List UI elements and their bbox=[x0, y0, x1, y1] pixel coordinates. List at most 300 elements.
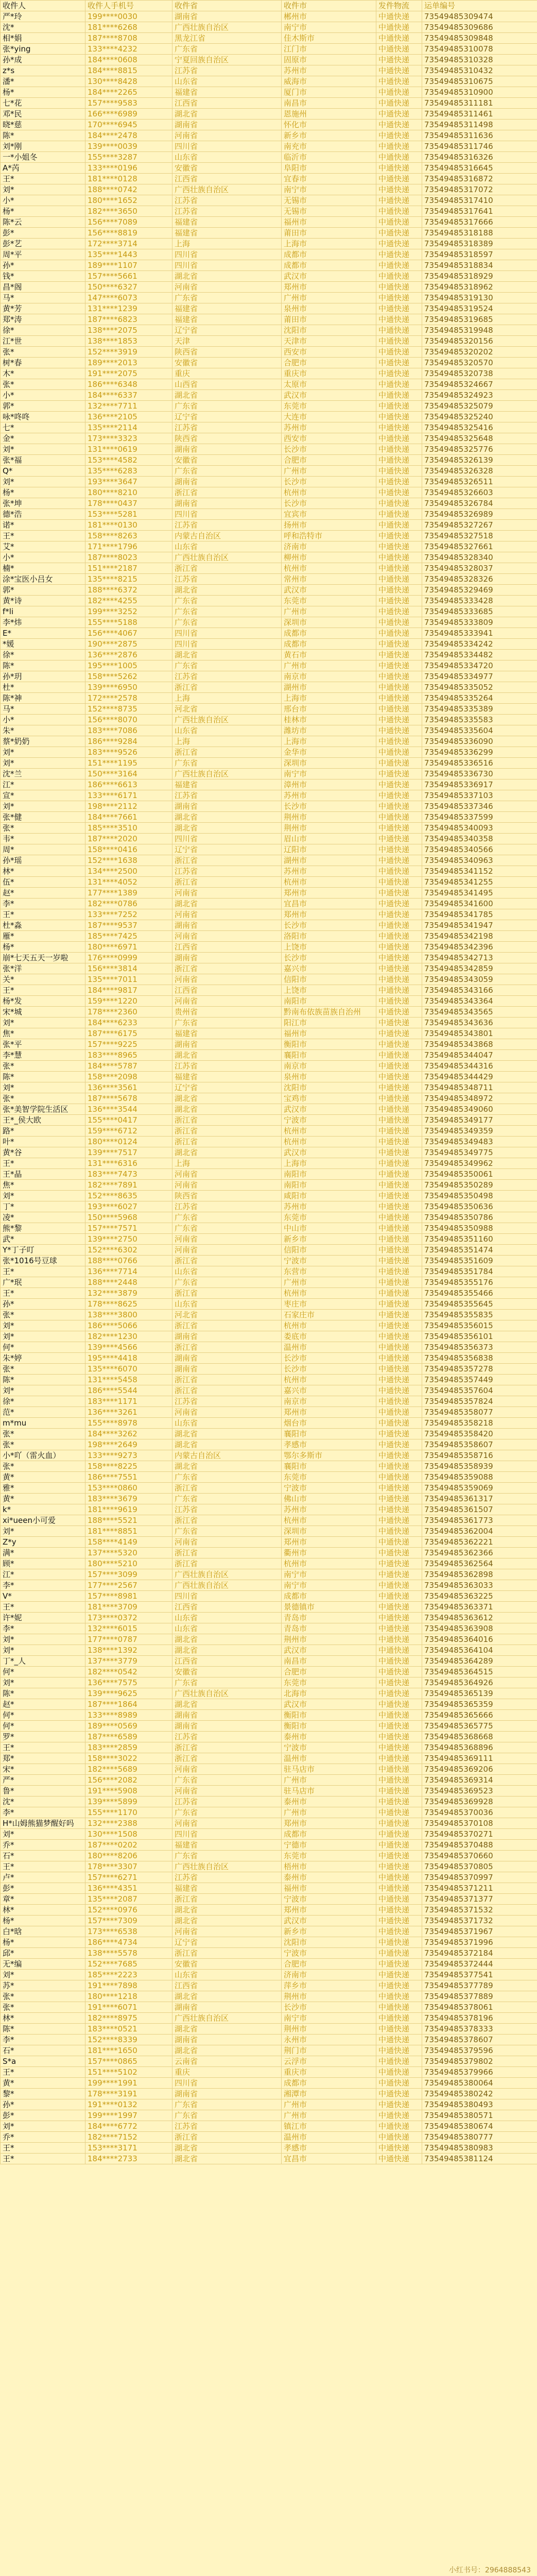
tracking-cell: 73549485326989 bbox=[422, 509, 537, 520]
city-cell: 苏州市 bbox=[282, 1504, 376, 1515]
carrier-cell: 中通快递 bbox=[376, 2013, 422, 2024]
carrier-cell: 中通快递 bbox=[376, 1710, 422, 1721]
tracking-cell: 73549485349359 bbox=[422, 1126, 537, 1137]
tracking-cell: 73549485348711 bbox=[422, 1082, 537, 1093]
carrier-cell: 中通快递 bbox=[376, 1818, 422, 1829]
table-row bbox=[1, 2078, 537, 2089]
recipient-cell: 杨* bbox=[1, 487, 85, 498]
table-row bbox=[1, 1732, 537, 1742]
carrier-cell: 中通快递 bbox=[376, 1634, 422, 1645]
city-cell: 宜春市 bbox=[282, 174, 376, 184]
table-row bbox=[1, 1699, 537, 1710]
city-cell: 无锡市 bbox=[282, 195, 376, 206]
tracking-cell: 73549485369206 bbox=[422, 1764, 537, 1775]
phone-cell: 180****0124 bbox=[85, 1137, 172, 1147]
city-cell: 苏州市 bbox=[282, 866, 376, 877]
table-row bbox=[1, 877, 537, 888]
city-cell: 苏州市 bbox=[282, 790, 376, 801]
city-cell: 深圳市 bbox=[282, 617, 376, 628]
city-cell: 郴州市 bbox=[282, 11, 376, 22]
recipient-cell: 刘* bbox=[1, 444, 85, 455]
table-row bbox=[1, 195, 537, 206]
carrier-cell: 中通快递 bbox=[376, 1288, 422, 1299]
carrier-cell: 中通快递 bbox=[376, 1320, 422, 1331]
province-cell: 上海 bbox=[172, 693, 282, 704]
province-cell: 安徽省 bbox=[172, 1667, 282, 1677]
table-row bbox=[1, 282, 537, 293]
tracking-cell: 73549485317072 bbox=[422, 184, 537, 195]
city-cell: 上海市 bbox=[282, 1158, 376, 1169]
tracking-cell: 73549485319524 bbox=[422, 303, 537, 314]
carrier-cell: 中通快递 bbox=[376, 1169, 422, 1180]
recipient-cell: 乔* bbox=[1, 2132, 85, 2143]
recipient-cell: 宋* bbox=[1, 1764, 85, 1775]
table-row bbox=[1, 1364, 537, 1375]
table-row bbox=[1, 1558, 537, 1569]
tracking-cell: 73549485327518 bbox=[422, 531, 537, 541]
province-cell: 四川省 bbox=[172, 141, 282, 152]
city-cell: 宁德市 bbox=[282, 1840, 376, 1851]
recipient-cell: 伍* bbox=[1, 877, 85, 888]
carrier-cell: 中通快递 bbox=[376, 314, 422, 325]
city-cell: 梧州市 bbox=[282, 1861, 376, 1872]
phone-cell: 136****3561 bbox=[85, 1082, 172, 1093]
province-cell: 贵州省 bbox=[172, 1007, 282, 1018]
carrier-cell: 中通快递 bbox=[376, 1245, 422, 1256]
phone-cell: 188****2448 bbox=[85, 1277, 172, 1288]
carrier-cell: 中通快递 bbox=[376, 1948, 422, 1959]
tracking-cell: 73549485356101 bbox=[422, 1331, 537, 1342]
city-cell: 宁波市 bbox=[282, 1742, 376, 1753]
tracking-cell: 73549485370036 bbox=[422, 1807, 537, 1818]
phone-cell: 185****2223 bbox=[85, 1970, 172, 1980]
city-cell: 成都市 bbox=[282, 639, 376, 650]
carrier-cell: 中通快递 bbox=[376, 1180, 422, 1191]
phone-cell: 191****2075 bbox=[85, 368, 172, 379]
recipient-cell: 丁*_人 bbox=[1, 1656, 85, 1667]
tracking-cell: 73549485343364 bbox=[422, 996, 537, 1007]
tracking-cell: 73549485310432 bbox=[422, 65, 537, 76]
phone-cell: 131****6316 bbox=[85, 1158, 172, 1169]
tracking-cell: 73549485319948 bbox=[422, 325, 537, 336]
province-cell: 山东省 bbox=[172, 76, 282, 87]
province-cell: 河北省 bbox=[172, 704, 282, 715]
province-cell: 四川省 bbox=[172, 1591, 282, 1602]
province-cell: 浙江省 bbox=[172, 1288, 282, 1299]
city-cell: 孝感市 bbox=[282, 2143, 376, 2154]
table-row bbox=[1, 801, 537, 812]
tracking-cell: 73549485340358 bbox=[422, 834, 537, 844]
phone-cell: 155****8978 bbox=[85, 1418, 172, 1429]
table-row bbox=[1, 1483, 537, 1494]
recipient-cell: 张* bbox=[1, 379, 85, 390]
phone-cell: 138****1853 bbox=[85, 336, 172, 347]
phone-cell: 188****0766 bbox=[85, 1256, 172, 1266]
recipient-cell: 武* bbox=[1, 1234, 85, 1245]
tracking-cell: 73549485336090 bbox=[422, 736, 537, 747]
recipient-cell: 林* bbox=[1, 866, 85, 877]
table-row bbox=[1, 1429, 537, 1439]
recipient-cell: 罗* bbox=[1, 1732, 85, 1742]
carrier-cell: 中通快递 bbox=[376, 498, 422, 509]
carrier-cell: 中通快递 bbox=[376, 953, 422, 963]
phone-cell: 188****5521 bbox=[85, 1515, 172, 1526]
province-cell: 浙江省 bbox=[172, 1256, 282, 1266]
province-cell: 湖南省 bbox=[172, 1721, 282, 1732]
table-row bbox=[1, 682, 537, 693]
carrier-cell: 中通快递 bbox=[376, 87, 422, 98]
recipient-cell: 刘* bbox=[1, 1970, 85, 1980]
phone-cell: 157****7309 bbox=[85, 1916, 172, 1926]
tracking-cell: 73549485378061 bbox=[422, 2002, 537, 2013]
city-cell: 东营市 bbox=[282, 1266, 376, 1277]
recipient-cell: 昌*阁 bbox=[1, 282, 85, 293]
recipient-cell: 张* bbox=[1, 1364, 85, 1375]
phone-cell: 130****1508 bbox=[85, 1829, 172, 1840]
phone-cell: 172****2578 bbox=[85, 693, 172, 704]
phone-cell: 139****0039 bbox=[85, 141, 172, 152]
phone-cell: 158****0416 bbox=[85, 844, 172, 855]
province-cell: 福建省 bbox=[172, 217, 282, 228]
carrier-cell: 中通快递 bbox=[376, 55, 422, 65]
tracking-cell: 73549485343801 bbox=[422, 1028, 537, 1039]
city-cell: 扬州市 bbox=[282, 520, 376, 531]
province-cell: 广东省 bbox=[172, 1277, 282, 1288]
province-cell: 广东省 bbox=[172, 606, 282, 617]
table-row bbox=[1, 2045, 537, 2056]
recipient-cell: k* bbox=[1, 1504, 85, 1515]
table-row bbox=[1, 1169, 537, 1180]
city-cell: 合肥市 bbox=[282, 1667, 376, 1677]
province-cell: 湖北省 bbox=[172, 812, 282, 823]
recipient-cell: 陈*云 bbox=[1, 217, 85, 228]
city-cell: 宁波市 bbox=[282, 1948, 376, 1959]
recipient-cell: 李*炜 bbox=[1, 617, 85, 628]
recipient-cell: 黄*诗 bbox=[1, 596, 85, 606]
table-row bbox=[1, 1439, 537, 1450]
phone-cell: 152****7685 bbox=[85, 1959, 172, 1970]
carrier-cell: 中通快递 bbox=[376, 466, 422, 477]
tracking-cell: 73549485317641 bbox=[422, 206, 537, 217]
city-cell: 新乡市 bbox=[282, 130, 376, 141]
table-row bbox=[1, 1201, 537, 1212]
recipient-cell: 潘* bbox=[1, 76, 85, 87]
province-cell: 上海 bbox=[172, 239, 282, 249]
table-row bbox=[1, 1115, 537, 1126]
phone-cell: 187****6175 bbox=[85, 1028, 172, 1039]
carrier-cell: 中通快递 bbox=[376, 1277, 422, 1288]
tracking-cell: 73549485362004 bbox=[422, 1526, 537, 1537]
carrier-cell: 中通快递 bbox=[376, 909, 422, 920]
recipient-cell: 王* bbox=[1, 1742, 85, 1753]
table-row bbox=[1, 55, 537, 65]
recipient-cell: 沈* bbox=[1, 22, 85, 33]
carrier-cell: 中通快递 bbox=[376, 195, 422, 206]
phone-cell: 173****3323 bbox=[85, 433, 172, 444]
tracking-cell: 73549485361507 bbox=[422, 1504, 537, 1515]
tracking-cell: 73549485371996 bbox=[422, 1937, 537, 1948]
province-cell: 浙江省 bbox=[172, 747, 282, 758]
tracking-cell: 73549485349177 bbox=[422, 1115, 537, 1126]
carrier-cell: 中通快递 bbox=[376, 1905, 422, 1916]
city-cell: 云浮市 bbox=[282, 2056, 376, 2067]
table-row bbox=[1, 1688, 537, 1699]
recipient-cell: 彭* bbox=[1, 1883, 85, 1894]
recipient-cell: 张*坤 bbox=[1, 498, 85, 509]
carrier-cell: 中通快递 bbox=[376, 1310, 422, 1320]
province-cell: 湖南省 bbox=[172, 2089, 282, 2099]
recipient-cell: 郑*涛 bbox=[1, 314, 85, 325]
phone-cell: 156****8070 bbox=[85, 715, 172, 725]
carrier-cell: 中通快递 bbox=[376, 1883, 422, 1894]
table-row bbox=[1, 390, 537, 401]
city-cell: 杭州市 bbox=[282, 1320, 376, 1331]
city-cell: 郑州市 bbox=[282, 1818, 376, 1829]
carrier-cell: 中通快递 bbox=[376, 487, 422, 498]
city-cell: 固原市 bbox=[282, 55, 376, 65]
phone-cell: 189****2013 bbox=[85, 358, 172, 368]
tracking-cell: 73549485369111 bbox=[422, 1753, 537, 1764]
table-row bbox=[1, 1861, 537, 1872]
table-row bbox=[1, 130, 537, 141]
table-row bbox=[1, 1050, 537, 1061]
province-cell: 江西省 bbox=[172, 1602, 282, 1613]
phone-cell: 182****0786 bbox=[85, 899, 172, 909]
phone-cell: 191****0132 bbox=[85, 2099, 172, 2110]
province-cell: 浙江省 bbox=[172, 855, 282, 866]
phone-cell: 187****5678 bbox=[85, 1093, 172, 1104]
recipient-cell: 王* bbox=[1, 531, 85, 541]
province-cell: 宁夏回族自治区 bbox=[172, 55, 282, 65]
table-row bbox=[1, 1775, 537, 1786]
carrier-cell: 中通快递 bbox=[376, 1256, 422, 1266]
carrier-cell: 中通快递 bbox=[376, 509, 422, 520]
recipient-cell: 孙*瑶 bbox=[1, 855, 85, 866]
tracking-cell: 73549485325079 bbox=[422, 401, 537, 412]
carrier-cell: 中通快递 bbox=[376, 1851, 422, 1861]
tracking-cell: 73549485326511 bbox=[422, 477, 537, 487]
carrier-cell: 中通快递 bbox=[376, 1137, 422, 1147]
city-cell: 上海市 bbox=[282, 736, 376, 747]
province-cell: 福建省 bbox=[172, 228, 282, 239]
table-row bbox=[1, 1028, 537, 1039]
phone-cell: 157****9225 bbox=[85, 1039, 172, 1050]
phone-cell: 187****6823 bbox=[85, 314, 172, 325]
recipient-cell: 范* bbox=[1, 1407, 85, 1418]
province-cell: 河南省 bbox=[172, 1537, 282, 1548]
province-cell: 湖南省 bbox=[172, 920, 282, 931]
carrier-cell: 中通快递 bbox=[376, 1753, 422, 1764]
tracking-cell: 73549485379802 bbox=[422, 2056, 537, 2067]
table-row bbox=[1, 2067, 537, 2078]
province-cell: 湖北省 bbox=[172, 109, 282, 120]
province-cell: 浙江省 bbox=[172, 1126, 282, 1137]
province-cell: 江苏省 bbox=[172, 1797, 282, 1807]
carrier-cell: 中通快递 bbox=[376, 1667, 422, 1677]
carrier-cell: 中通快递 bbox=[376, 1807, 422, 1818]
tracking-cell: 73549485380571 bbox=[422, 2110, 537, 2121]
carrier-cell: 中通快递 bbox=[376, 33, 422, 44]
carrier-cell: 中通快递 bbox=[376, 152, 422, 163]
carrier-cell: 中通快递 bbox=[376, 2035, 422, 2045]
tracking-cell: 73549485359069 bbox=[422, 1483, 537, 1494]
tracking-cell: 73549485350786 bbox=[422, 1212, 537, 1223]
province-cell: 安徽省 bbox=[172, 163, 282, 174]
carrier-cell: 中通快递 bbox=[376, 1688, 422, 1699]
table-row bbox=[1, 1104, 537, 1115]
table-row bbox=[1, 1504, 537, 1515]
phone-cell: 186****6613 bbox=[85, 779, 172, 790]
carrier-cell: 中通快递 bbox=[376, 2110, 422, 2121]
province-cell: 江西省 bbox=[172, 1980, 282, 1991]
recipient-cell: 徐* bbox=[1, 325, 85, 336]
table-row bbox=[1, 1591, 537, 1602]
table-row bbox=[1, 1894, 537, 1905]
phone-cell: 152****3919 bbox=[85, 347, 172, 358]
table-row bbox=[1, 1191, 537, 1201]
table-row bbox=[1, 1472, 537, 1483]
recipient-cell: 艾* bbox=[1, 541, 85, 552]
recipient-cell: 路* bbox=[1, 1126, 85, 1137]
carrier-cell: 中通快递 bbox=[376, 1375, 422, 1385]
table-row bbox=[1, 1959, 537, 1970]
table-row bbox=[1, 314, 537, 325]
city-cell: 郑州市 bbox=[282, 888, 376, 899]
city-cell: 湘潭市 bbox=[282, 2089, 376, 2099]
province-cell: 浙江省 bbox=[172, 682, 282, 693]
province-cell: 陕西省 bbox=[172, 433, 282, 444]
table-row bbox=[1, 2089, 537, 2099]
province-cell: 陕西省 bbox=[172, 1191, 282, 1201]
carrier-cell: 中通快递 bbox=[376, 585, 422, 596]
carrier-cell: 中通快递 bbox=[376, 379, 422, 390]
province-cell: 广东省 bbox=[172, 617, 282, 628]
phone-cell: 159****6712 bbox=[85, 1126, 172, 1137]
city-cell: 邢台市 bbox=[282, 704, 376, 715]
table-row bbox=[1, 1753, 537, 1764]
province-cell: 江苏省 bbox=[172, 206, 282, 217]
table-row bbox=[1, 1569, 537, 1580]
phone-cell: 155****5188 bbox=[85, 617, 172, 628]
province-cell: 湖南省 bbox=[172, 1364, 282, 1375]
phone-cell: 138****3800 bbox=[85, 1310, 172, 1320]
phone-cell: 178****3191 bbox=[85, 2089, 172, 2099]
table-row bbox=[1, 758, 537, 769]
city-cell: 沈阳市 bbox=[282, 325, 376, 336]
tracking-cell: 73549485350498 bbox=[422, 1191, 537, 1201]
city-cell: 烟台市 bbox=[282, 1418, 376, 1429]
phone-cell: 184****9817 bbox=[85, 985, 172, 996]
recipient-cell: 德*浩 bbox=[1, 509, 85, 520]
table-row bbox=[1, 260, 537, 271]
recipient-cell: 杨* bbox=[1, 87, 85, 98]
city-cell: 东莞市 bbox=[282, 1851, 376, 1861]
tracking-cell: 73549485368896 bbox=[422, 1742, 537, 1753]
province-cell: 广东省 bbox=[172, 596, 282, 606]
city-cell: 苏州市 bbox=[282, 65, 376, 76]
tracking-cell: 73549485311461 bbox=[422, 109, 537, 120]
carrier-cell: 中通快递 bbox=[376, 271, 422, 282]
phone-cell: 136****2876 bbox=[85, 650, 172, 660]
tracking-cell: 73549485351609 bbox=[422, 1256, 537, 1266]
recipient-cell: 郑* bbox=[1, 1753, 85, 1764]
tracking-cell: 73549485320570 bbox=[422, 358, 537, 368]
table-row bbox=[1, 953, 537, 963]
tracking-cell: 73549485336917 bbox=[422, 779, 537, 790]
phone-cell: 183****0521 bbox=[85, 2024, 172, 2035]
recipient-cell: 刘* bbox=[1, 1677, 85, 1688]
province-cell: 江苏省 bbox=[172, 1872, 282, 1883]
city-cell: 荆州市 bbox=[282, 823, 376, 834]
phone-cell: 183****9526 bbox=[85, 747, 172, 758]
table-row bbox=[1, 325, 537, 336]
carrier-cell: 中通快递 bbox=[376, 1429, 422, 1439]
city-cell: 湖州市 bbox=[282, 855, 376, 866]
carrier-cell: 中通快递 bbox=[376, 1093, 422, 1104]
table-row bbox=[1, 1288, 537, 1299]
city-cell: 南充市 bbox=[282, 141, 376, 152]
carrier-cell: 中通快递 bbox=[376, 2154, 422, 2164]
tracking-cell: 73549485377541 bbox=[422, 1970, 537, 1980]
province-cell: 湖北省 bbox=[172, 1429, 282, 1439]
carrier-cell: 中通快递 bbox=[376, 704, 422, 715]
tracking-cell: 73549485344047 bbox=[422, 1050, 537, 1061]
phone-cell: 180****6971 bbox=[85, 942, 172, 953]
carrier-cell: 中通快递 bbox=[376, 2067, 422, 2078]
province-cell: 山东省 bbox=[172, 1623, 282, 1634]
carrier-cell: 中通快递 bbox=[376, 249, 422, 260]
phone-cell: 189****0569 bbox=[85, 1721, 172, 1732]
table-row bbox=[1, 1137, 537, 1147]
tracking-cell: 73549485362221 bbox=[422, 1537, 537, 1548]
recipient-cell: 卢* bbox=[1, 1872, 85, 1883]
tracking-cell: 73549485333428 bbox=[422, 596, 537, 606]
tracking-cell: 73549485336299 bbox=[422, 747, 537, 758]
city-cell: 荆门市 bbox=[282, 2045, 376, 2056]
tracking-cell: 73549485355466 bbox=[422, 1288, 537, 1299]
city-cell: 眉山市 bbox=[282, 834, 376, 844]
carrier-cell: 中通快递 bbox=[376, 1472, 422, 1483]
tracking-cell: 73549485363908 bbox=[422, 1623, 537, 1634]
tracking-cell: 73549485370660 bbox=[422, 1851, 537, 1861]
phone-cell: 184****2733 bbox=[85, 2154, 172, 2164]
province-cell: 广西壮族自治区 bbox=[172, 552, 282, 563]
province-cell: 湖南省 bbox=[172, 498, 282, 509]
province-cell: 广西壮族自治区 bbox=[172, 1861, 282, 1872]
city-cell: 宁波市 bbox=[282, 1483, 376, 1494]
province-cell: 浙江省 bbox=[172, 1548, 282, 1558]
carrier-cell: 中通快递 bbox=[376, 433, 422, 444]
recipient-cell: 王* bbox=[1, 174, 85, 184]
tracking-cell: 73549485333685 bbox=[422, 606, 537, 617]
province-cell: 黑龙江省 bbox=[172, 33, 282, 44]
table-row bbox=[1, 1320, 537, 1331]
table-row bbox=[1, 228, 537, 239]
city-cell: 武汉市 bbox=[282, 390, 376, 401]
table-row bbox=[1, 628, 537, 639]
city-cell: 佛山市 bbox=[282, 1494, 376, 1504]
tracking-cell: 73549485319130 bbox=[422, 293, 537, 303]
phone-cell: 199****1991 bbox=[85, 2078, 172, 2089]
city-cell: 嘉兴市 bbox=[282, 963, 376, 974]
carrier-cell: 中通快递 bbox=[376, 76, 422, 87]
table-row bbox=[1, 2035, 537, 2045]
table-row bbox=[1, 1829, 537, 1840]
carrier-cell: 中通快递 bbox=[376, 260, 422, 271]
recipient-cell: 王* bbox=[1, 1158, 85, 1169]
recipient-cell: A*芮 bbox=[1, 163, 85, 174]
table-row bbox=[1, 1461, 537, 1472]
